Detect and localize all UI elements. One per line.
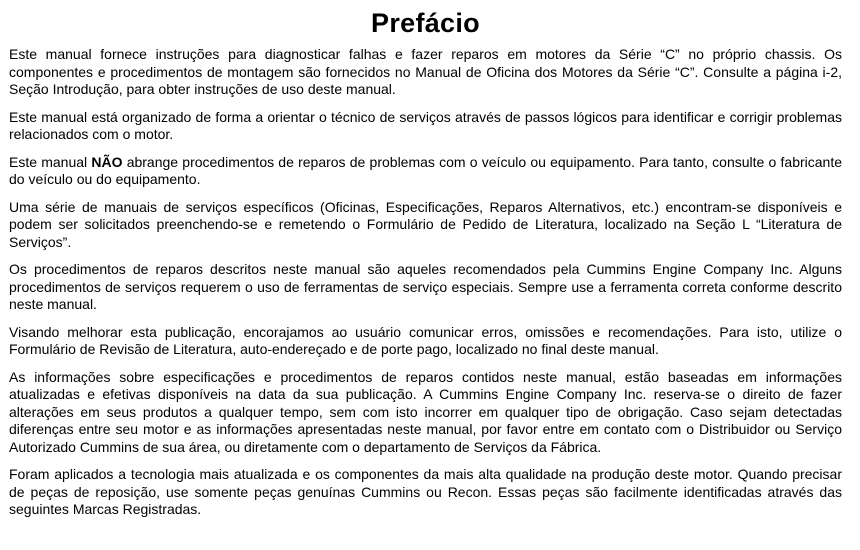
paragraph-repair-procedures: Os procedimentos de reparos descritos neste manual são aqueles recomendados pela Cummins Engine Company Inc. Alguns procedimentos de serviços requerem o uso de ferramentas de serviço especiais. Sempre use a ferramenta correta conforme descrito neste manual. bbox=[9, 261, 842, 312]
paragraph-service-manuals: Uma série de manuais de serviços específicos (Oficinas, Especificações, Reparos Alternativos, etc.) encontram-se disponíveis e podem ser solicitados preenchendo-se e remetendo o Formulário de Pedido de Literatura, localizado na Seção L “Literatura de Serviços”. bbox=[9, 198, 842, 250]
paragraph-genuine-parts: Foram aplicados a tecnologia mais atualizada e os componentes da mais alta qualidade na produção deste motor. Quando precisar de peças de reposição, use somente peças genuínas Cummins ou Recon. Essas peças são facilmente identificadas através das seguintes Marcas Registradas. bbox=[9, 466, 842, 517]
scope-text-before: Este manual bbox=[9, 153, 92, 170]
paragraph-scope bbox=[9, 154, 842, 189]
page-title: Prefácio bbox=[371, 8, 480, 38]
paragraph-feedback: Visando melhorar esta publicação, encorajamos ao usuário comunicar erros, omissões e recomendações. Para isto, utilize o Formulário de Revisão de Literatura, auto-endereçado e de porte pago, localizado no final deste manual. bbox=[9, 323, 842, 357]
paragraph-diagnostics-intro: Este manual fornece instruções para diagnosticar falhas e fazer reparos em motores da Série “C” no próprio chassis. Os componentes e procedimentos de montagem são fornecidos no Manual de Oficina dos Motores da Série “C”. Consulte a página i-2, Seção Introdução, para obter instruções de uso deste manual. bbox=[9, 46, 842, 97]
paragraph-organization: Este manual está organizado de forma a orientar o técnico de serviços através de passos lógicos para identificar e corrigir problemas relacionados com o motor. bbox=[9, 108, 842, 142]
scope-text-after: abrange procedimentos de reparos de problemas com o veículo ou equipamento. Para tanto, consulte o fabricante do veículo ou do equipamento. bbox=[9, 153, 843, 187]
scope-emphasis: NÃO bbox=[91, 153, 123, 170]
paragraph-specifications: As informações sobre especificações e procedimentos de reparos contidos neste manual, estão baseadas em informações atualizadas e efetivas disponíveis na data da sua publicação. A Cummins Engine Company Inc. reserva-se o direito de fazer alterações em seus produtos a qualquer tempo, sem com isto incorrer em qualquer tipo de obrigação. Caso sejam detectadas diferenças entre seu motor e as informações apresentadas neste manual, por favor entre em contato com o Distribuidor ou Serviço Autorizado Cummins de sua área, ou diretamente com o departamento de Serviços da Fábrica. bbox=[9, 368, 842, 455]
